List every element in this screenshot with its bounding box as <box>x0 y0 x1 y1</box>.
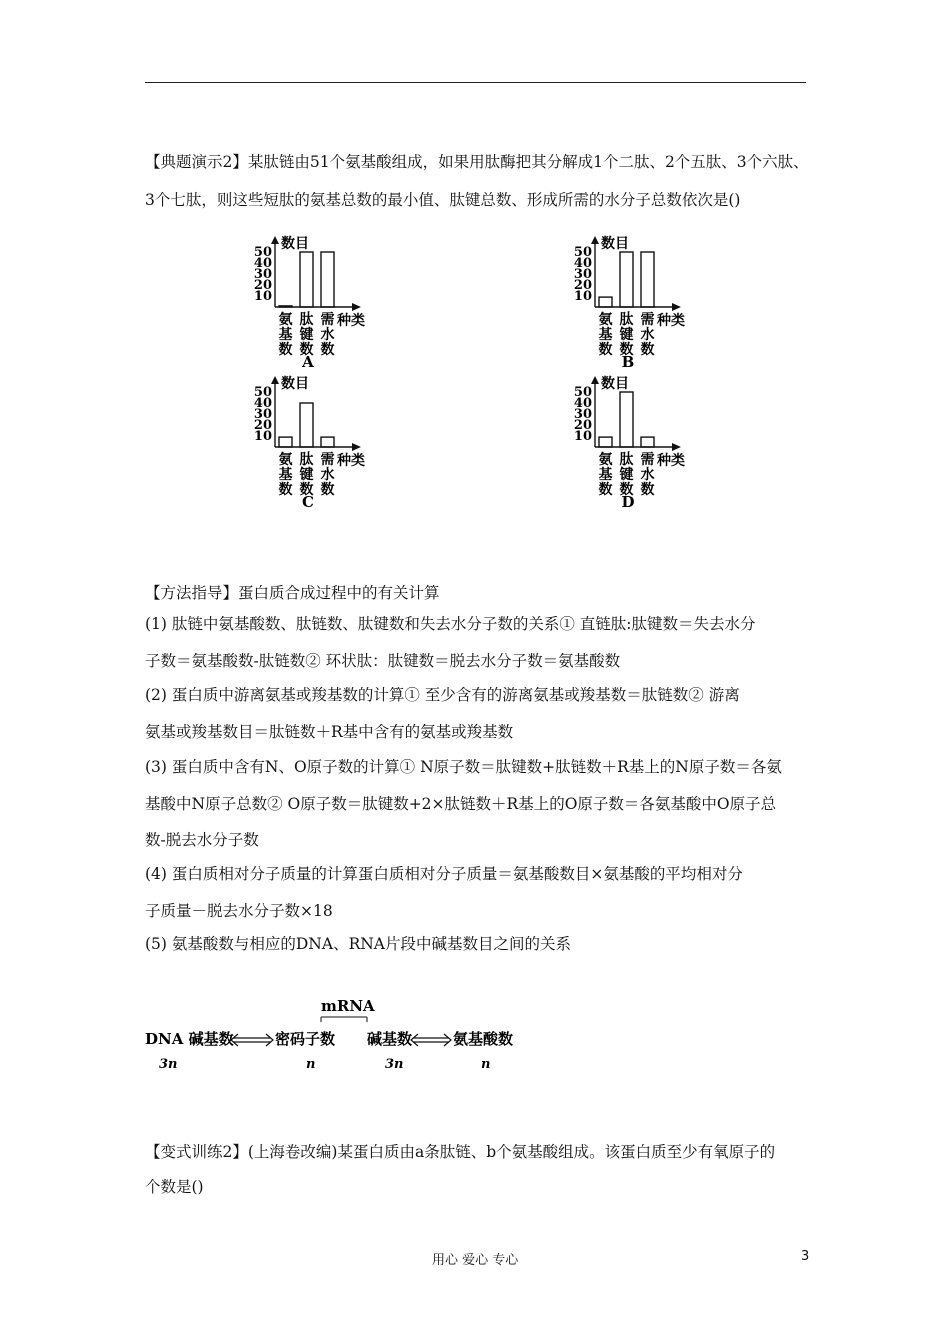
y-tick-label: 40 <box>253 396 272 411</box>
bar <box>641 252 654 307</box>
aa-n-label: n <box>481 1057 491 1072</box>
category-label-char: 数 <box>640 342 655 358</box>
option-letter: B <box>621 353 635 371</box>
option-letter: A <box>302 353 314 371</box>
category-label-char: 基 <box>278 327 293 343</box>
dna-base-count: DNA 碱基数 <box>145 1030 234 1048</box>
y-tick-label: 30 <box>573 267 592 282</box>
variant-line-1: 【变式训练2】(上海卷改编)某蛋白质由a条肽链、b个氨基酸组成。该蛋白质至少有氧原子的 <box>145 1143 776 1161</box>
y-axis-arrow-icon <box>591 376 599 384</box>
category-label-char: 氨 <box>598 452 613 468</box>
example-line-2: 3个七肽，则这些短肽的氨基总数的最小值、肽键总数、形成所需的水分子总数依次是() <box>145 191 741 209</box>
double-arrow-icon <box>411 1034 451 1046</box>
y-tick-label: 50 <box>573 385 592 400</box>
category-label-char: 水 <box>640 327 655 343</box>
bar <box>641 437 654 447</box>
chart-a <box>240 230 410 370</box>
y-tick-label: 50 <box>253 385 272 400</box>
y-tick-label: 40 <box>573 256 592 271</box>
y-tick-label: 10 <box>573 289 592 304</box>
dna-n-label: 3n <box>159 1057 178 1072</box>
y-tick-label: 20 <box>253 418 272 433</box>
category-label-char: 基 <box>598 327 613 343</box>
category-label-char: 需 <box>320 452 335 468</box>
double-arrow-icon <box>231 1034 273 1046</box>
method-p1-line-a: (1) 肽链中氨基酸数、肽链数、肽键数和失去水分子数的关系① 直链肽:肽键数＝失去水分 <box>145 615 756 633</box>
y-tick-label: 10 <box>253 429 272 444</box>
chart-c <box>240 370 410 510</box>
category-label-char: 基 <box>278 467 293 483</box>
x-axis-arrow-icon <box>672 303 681 311</box>
category-label-char: 数 <box>619 482 634 498</box>
mrna-label: mRNA <box>321 997 375 1015</box>
y-axis-arrow-icon <box>271 376 279 384</box>
y-tick-label: 20 <box>573 418 592 433</box>
codon-n-label: n <box>306 1057 316 1072</box>
category-label-char: 水 <box>320 467 335 483</box>
category-label-char: 数 <box>640 482 655 498</box>
footer-slogan: 用心 爱心 专心 <box>432 1253 519 1268</box>
y-tick-label: 50 <box>253 245 272 260</box>
x-axis-arrow-icon <box>672 443 681 451</box>
amino-acid-count: 氨基酸数 <box>453 1030 514 1048</box>
mrna-base-count: 碱基数 <box>367 1030 413 1048</box>
y-tick-label: 30 <box>253 407 272 422</box>
option-letter: C <box>302 493 314 511</box>
y-tick-label: 30 <box>253 267 272 282</box>
x-axis-arrow-icon <box>352 303 361 311</box>
category-label-char: 肽 <box>299 312 314 328</box>
category-label-char: 键 <box>299 467 314 483</box>
x-axis-label: 种类 <box>657 453 685 469</box>
category-label-char: 肽 <box>619 452 634 468</box>
y-axis-arrow-icon <box>271 236 279 244</box>
category-label-char: 需 <box>320 312 335 328</box>
y-tick-label: 50 <box>573 245 592 260</box>
x-axis-label: 种类 <box>337 453 365 469</box>
method-p3-line-a: (3) 蛋白质中含有N、O原子数的计算① N原子数＝肽键数+肽链数＋R基上的N原子数＝各氨 <box>145 758 782 776</box>
category-label-char: 肽 <box>619 312 634 328</box>
method-p3-line-c: 数-脱去水分子数 <box>145 831 259 849</box>
category-label-char: 肽 <box>299 452 314 468</box>
category-label-char: 需 <box>640 312 655 328</box>
method-p4-line-a: (4) 蛋白质相对分子质量的计算蛋白质相对分子质量＝氨基酸数目×氨基酸的平均相对分 <box>145 865 743 883</box>
category-label-char: 氨 <box>278 452 293 468</box>
method-p4-line-b: 子质量－脱去水分子数×18 <box>145 902 333 920</box>
y-axis-arrow-icon <box>591 236 599 244</box>
method-p5: (5) 氨基酸数与相应的DNA、RNA片段中碱基数目之间的关系 <box>145 935 571 953</box>
category-label-char: 基 <box>598 467 613 483</box>
bar <box>279 306 292 307</box>
dna-rna-flow-diagram <box>145 995 545 1075</box>
bar-chart-svg <box>560 370 730 510</box>
option-letter: D <box>621 493 635 511</box>
page-number: 3 <box>801 1249 810 1264</box>
variant-line-2: 个数是() <box>145 1178 204 1196</box>
bar <box>599 437 612 447</box>
bar <box>321 252 334 307</box>
category-label-char: 氨 <box>598 312 613 328</box>
base-n-label: 3n <box>385 1057 404 1072</box>
method-title: 【方法指导】蛋白质合成过程中的有关计算 <box>145 584 440 602</box>
category-label-char: 水 <box>640 467 655 483</box>
bar-chart-svg <box>560 230 730 370</box>
codon-count: 密码子数 <box>275 1030 336 1048</box>
x-axis-arrow-icon <box>352 443 361 451</box>
category-label-char: 数 <box>619 342 634 358</box>
method-p2-line-b: 氨基或羧基数目＝肽链数＋R基中含有的氨基或羧基数 <box>145 723 514 741</box>
category-label-char: 需 <box>640 452 655 468</box>
bar <box>321 437 334 447</box>
method-p2-line-a: (2) 蛋白质中游离氨基或羧基数的计算① 至少含有的游离氨基或羧基数＝肽链数② 游离 <box>145 686 740 704</box>
bar <box>300 403 313 447</box>
y-tick-label: 40 <box>253 256 272 271</box>
bar <box>279 437 292 447</box>
category-label-char: 键 <box>619 327 634 343</box>
category-label-char: 水 <box>320 327 335 343</box>
category-label-char: 数 <box>320 482 335 498</box>
y-tick-label: 20 <box>573 278 592 293</box>
y-tick-label: 10 <box>573 429 592 444</box>
y-axis-label: 数目 <box>601 376 629 392</box>
bar <box>300 252 313 307</box>
category-label-char: 数 <box>299 342 314 358</box>
category-label-char: 数 <box>598 342 613 358</box>
y-tick-label: 40 <box>573 396 592 411</box>
bar <box>599 297 612 307</box>
category-label-char: 数 <box>320 342 335 358</box>
category-label-char: 数 <box>598 482 613 498</box>
x-axis-label: 种类 <box>657 313 685 329</box>
chart-b <box>560 230 730 370</box>
y-axis-label: 数目 <box>281 376 309 392</box>
chart-d <box>560 370 730 510</box>
y-tick-label: 10 <box>253 289 272 304</box>
category-label-char: 数 <box>299 482 314 498</box>
category-label-char: 键 <box>299 327 314 343</box>
y-axis-label: 数目 <box>281 236 309 252</box>
category-label-char: 氨 <box>278 312 293 328</box>
y-tick-label: 20 <box>253 278 272 293</box>
method-p3-line-b: 基酸中N原子总数② O原子数＝肽键数+2×肽链数＋R基上的O原子数＝各氨基酸中O原子总 <box>145 795 777 813</box>
y-tick-label: 30 <box>573 407 592 422</box>
bar <box>620 252 633 307</box>
category-label-char: 数 <box>278 482 293 498</box>
method-p1-line-b: 子数＝氨基酸数-肽链数② 环状肽：肽键数＝脱去水分子数＝氨基酸数 <box>145 652 621 670</box>
header-rule <box>145 82 806 83</box>
example-line-1: 【典题演示2】某肽链由51个氨基酸组成，如果用肽酶把其分解成1个二肽、2个五肽、3个六肽、 <box>145 153 809 171</box>
category-label-char: 数 <box>278 342 293 358</box>
bar <box>620 392 633 447</box>
bar-chart-svg <box>240 370 410 510</box>
y-axis-label: 数目 <box>601 236 629 252</box>
bar-chart-svg <box>240 230 410 370</box>
category-label-char: 键 <box>619 467 634 483</box>
x-axis-label: 种类 <box>337 313 365 329</box>
